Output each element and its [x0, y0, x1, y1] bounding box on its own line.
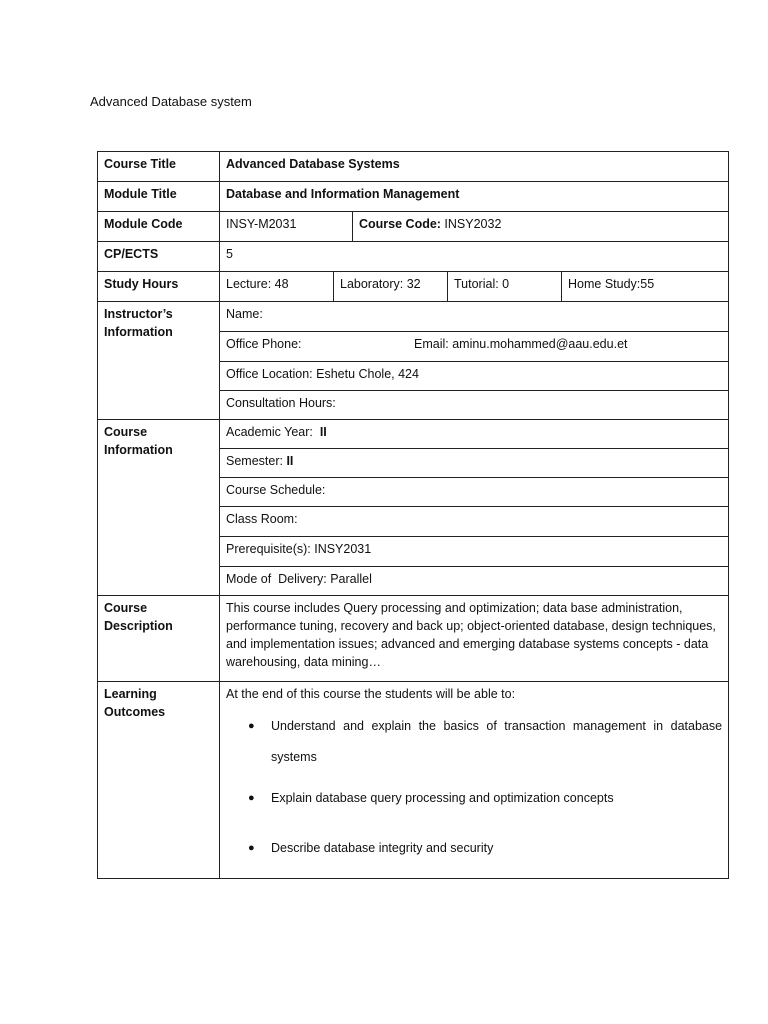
outcome-text: Describe database integrity and security	[271, 841, 494, 855]
learning-outcomes-intro: At the end of this course the students will be able to:	[226, 687, 516, 701]
course-table	[97, 151, 729, 879]
course-information-label: Course Information	[98, 420, 220, 596]
course-title-value: Advanced Database Systems	[220, 152, 729, 182]
learning-outcomes-label: Learning Outcomes	[98, 682, 220, 879]
delivery-mode: Mode of Delivery: Parallel	[220, 567, 729, 596]
cp-ects-label: CP/ECTS	[98, 242, 220, 272]
row-course-title	[98, 152, 729, 182]
instructor-name: Name:	[220, 302, 729, 332]
course-code-label: Course Code:	[359, 217, 441, 231]
learning-outcomes-list	[226, 711, 722, 857]
row-academic-year	[98, 420, 729, 449]
instructor-label: Instructor’s Information	[98, 302, 220, 420]
tutorial-hours: Tutorial: 0	[448, 272, 562, 302]
outcome-text: Explain database query processing and optimization concepts	[271, 791, 614, 805]
office-location: Office Location: Eshetu Chole, 424	[220, 362, 729, 391]
course-code-value: INSY2032	[440, 217, 502, 231]
course-schedule: Course Schedule:	[220, 478, 729, 507]
course-code-cell	[353, 212, 729, 242]
module-code-value: INSY-M2031	[220, 212, 353, 242]
row-instructor-name	[98, 302, 729, 332]
class-room: Class Room:	[220, 507, 729, 537]
semester-label: Semester:	[226, 454, 287, 468]
academic-year-cell	[220, 420, 729, 449]
course-title-label: Course Title	[98, 152, 220, 182]
learning-outcomes-cell	[220, 682, 729, 879]
module-title-label: Module Title	[98, 182, 220, 212]
study-hours-label: Study Hours	[98, 272, 220, 302]
academic-year-value: II	[319, 425, 327, 439]
module-code-label: Module Code	[98, 212, 220, 242]
row-module-code	[98, 212, 729, 242]
home-study-hours: Home Study:55	[562, 272, 729, 302]
consultation-hours: Consultation Hours:	[220, 391, 729, 420]
list-item	[226, 711, 722, 773]
row-study-hours	[98, 272, 729, 302]
prerequisite: Prerequisite(s): INSY2031	[220, 537, 729, 567]
instructor-contact-cell	[220, 332, 729, 362]
laboratory-hours: Laboratory: 32	[334, 272, 448, 302]
semester-value: II	[286, 454, 294, 468]
bullet-icon: ●	[248, 842, 255, 854]
cp-ects-value: 5	[220, 242, 729, 272]
list-item	[226, 789, 722, 807]
document-title: Advanced Database system	[90, 94, 252, 109]
row-course-description	[98, 596, 729, 682]
instructor-email: Email: aminu.mohammed@aau.edu.et	[414, 337, 628, 351]
bullet-icon: ●	[248, 792, 255, 804]
office-phone: Office Phone:	[226, 337, 302, 351]
course-description-label: Course Description	[98, 596, 220, 682]
academic-year-label: Academic Year:	[226, 425, 320, 439]
semester-cell	[220, 449, 729, 478]
row-module-title	[98, 182, 729, 212]
row-learning-outcomes	[98, 682, 729, 879]
lecture-hours: Lecture: 48	[220, 272, 334, 302]
outcome-text: Understand and explain the basics of transaction management in database systems	[271, 719, 723, 764]
course-description-text: This course includes Query processing and optimization; data base administration, performance tuning, recovery and back up; object-oriented database, design techniques, and implementation issues; advanced and emerging database systems concepts - data warehousing, data mining…	[220, 596, 729, 682]
module-title-value: Database and Information Management	[220, 182, 729, 212]
bullet-icon: ●	[248, 720, 255, 732]
list-item	[226, 839, 722, 857]
row-cp-ects	[98, 242, 729, 272]
